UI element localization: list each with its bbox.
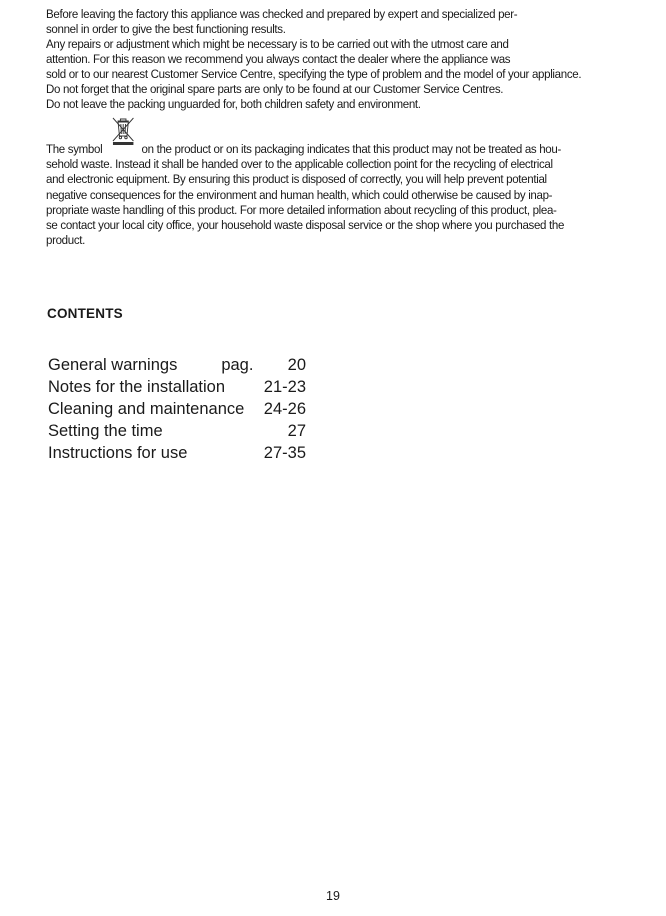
toc-row-instructions [48, 442, 306, 464]
intro-line: Do not forget that the original spare parts are only to be found at our Customer Service Centres. [46, 82, 504, 96]
table-of-contents [48, 354, 306, 464]
toc-label: Setting the time [48, 422, 163, 440]
toc-label-group [48, 354, 253, 376]
intro-line: Do not leave the packing unguarded for, both children safety and environment. [46, 97, 421, 111]
toc-row-installation [48, 376, 306, 398]
intro-line: sonnel in order to give the best functioning results. [46, 22, 286, 36]
disposal-first-line [46, 127, 641, 157]
toc-page: 27-35 [263, 444, 306, 462]
crossed-out-wheelie-bin-icon [111, 117, 135, 147]
disposal-line: propriate waste handling of this product. For more detailed information about recycling of this product, plea- [46, 202, 557, 217]
toc-page: 21-23 [263, 378, 306, 396]
toc-row-setting-time [48, 420, 306, 442]
disposal-line: sehold waste. Instead it shall be handed over to the applicable collection point for the recycling of electrical [46, 157, 553, 172]
contents-heading: CONTENTS [47, 306, 123, 321]
disposal-paragraph [46, 127, 641, 248]
toc-page: 20 [287, 356, 306, 374]
intro-paragraph [46, 7, 604, 112]
toc-page: 27 [287, 422, 306, 440]
disposal-text-before-icon: The symbol [46, 142, 103, 156]
toc-row-cleaning [48, 398, 306, 420]
toc-row-general-warnings [48, 354, 306, 376]
toc-label: General warnings [48, 356, 178, 374]
disposal-line: negative consequences for the environment and human health, which could otherwise be caused by inap- [46, 187, 553, 202]
toc-page-prefix: pag. [221, 356, 254, 374]
disposal-line: and electronic equipment. By ensuring this product is disposed of correctly, you will help prevent potential [46, 172, 547, 187]
intro-line: Before leaving the factory this appliance was checked and prepared by expert and specialized per- [46, 7, 518, 21]
toc-label: Cleaning and maintenance [48, 400, 245, 418]
intro-line: attention. For this reason we recommend you always contact the dealer where the appliance was [46, 52, 511, 66]
page-number: 19 [326, 889, 340, 903]
disposal-line: se contact your local city office, your household waste disposal service or the shop where you purchased the [46, 218, 565, 233]
toc-label: Notes for the installation [48, 378, 226, 396]
disposal-line: product. [46, 233, 86, 248]
intro-line: Any repairs or adjustment which might be necessary is to be carried out with the utmost care and [46, 37, 509, 51]
disposal-text-after-icon: on the product or on its packaging indicates that this product may not be treated as hou- [141, 142, 561, 156]
intro-line: sold or to our nearest Customer Service Centre, specifying the type of problem and the model of your appliance. [46, 67, 582, 81]
toc-page: 24-26 [263, 400, 306, 418]
toc-label: Instructions for use [48, 444, 188, 462]
